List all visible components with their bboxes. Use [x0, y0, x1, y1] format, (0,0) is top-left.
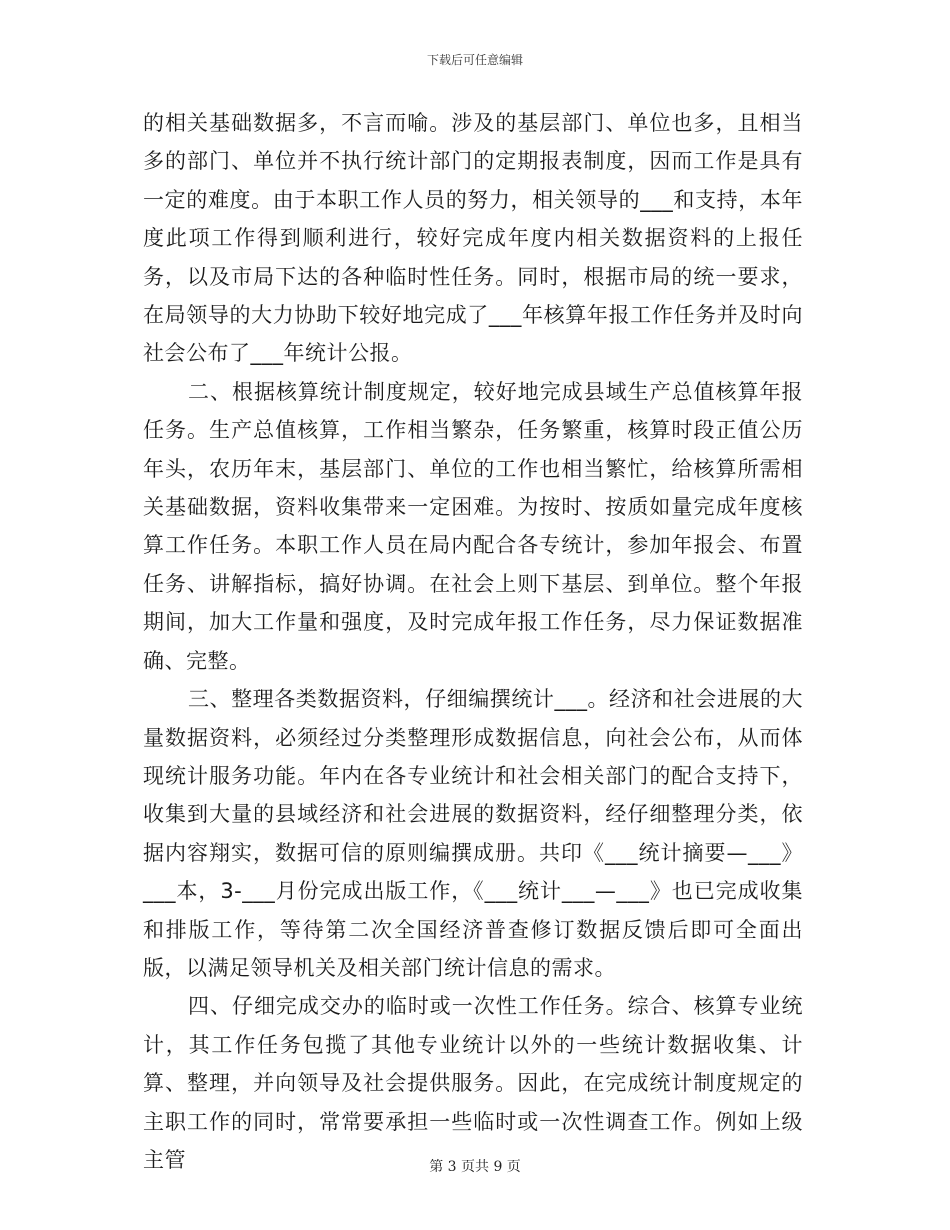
- page-number: 第 3 页共 9 页: [429, 1159, 521, 1175]
- page-header: 下载后可任意编辑: [426, 53, 523, 67]
- document-body: [143, 104, 803, 1179]
- paragraph-section-4: 四、仔细完成交办的临时或一次性工作任务。综合、核算专业统计，其工作任务包揽了其他专业统计以外的一些统计数据收集、计算、整理，并向领导及社会提供服务。因此，在完成统计制度规定的主职工作的同时，常常要承担一些临时或一次性调查工作。例如上级主管: [143, 994, 803, 1172]
- paragraph-continuation: 的相关基础数据多，不言而喻。涉及的基层部门、单位也多，且相当多的部门、单位并不执行统计部门的定期报表制度，因而工作是具有一定的难度。由于本职工作人员的努力，相关领导的___和支持，本年度此项工作得到顺利进行，较好完成年度内相关数据资料的上报任务，以及市局下达的各种临时性任务。同时，根据市局的统一要求，在局领导的大力协助下较好地完成了___年核算年报工作任务并及时向社会公布了___年统计公报。: [143, 111, 803, 366]
- paragraph-section-2: 二、根据核算统计制度规定，较好地完成县域生产总值核算年报任务。生产总值核算，工作相当繁杂，任务繁重，核算时段正值公历年头，农历年末，基层部门、单位的工作也相当繁忙，给核算所需相关基础数据，资料收集带来一定困难。为按时、按质如量完成年度核算工作任务。本职工作人员在局内配合各专统计，参加年报会、布置任务、讲解指标，搞好协调。在社会上则下基层、到单位。整个年报期间，加大工作量和强度，及时完成年报工作任务，尽力保证数据准确、完整。: [143, 379, 803, 673]
- paragraph-section-3: 三、整理各类数据资料，仔细编撰统计___。经济和社会进展的大量数据资料，必须经过分类整理形成数据信息，向社会公布，从而体现统计服务功能。年内在各专业统计和社会相关部门的配合支持下，收集到大量的县域经济和社会进展的数据资料，经仔细整理分类，依据内容翔实，数据可信的原则编撰成册。共印《___统计摘要—___》___本，3-___月份完成出版工作，《___统计___—___》也已完成收集和排版工作，等待第二次全国经济普查修订数据反馈后即可全面出版，以满足领导机关及相关部门统计信息的需求。: [143, 687, 803, 980]
